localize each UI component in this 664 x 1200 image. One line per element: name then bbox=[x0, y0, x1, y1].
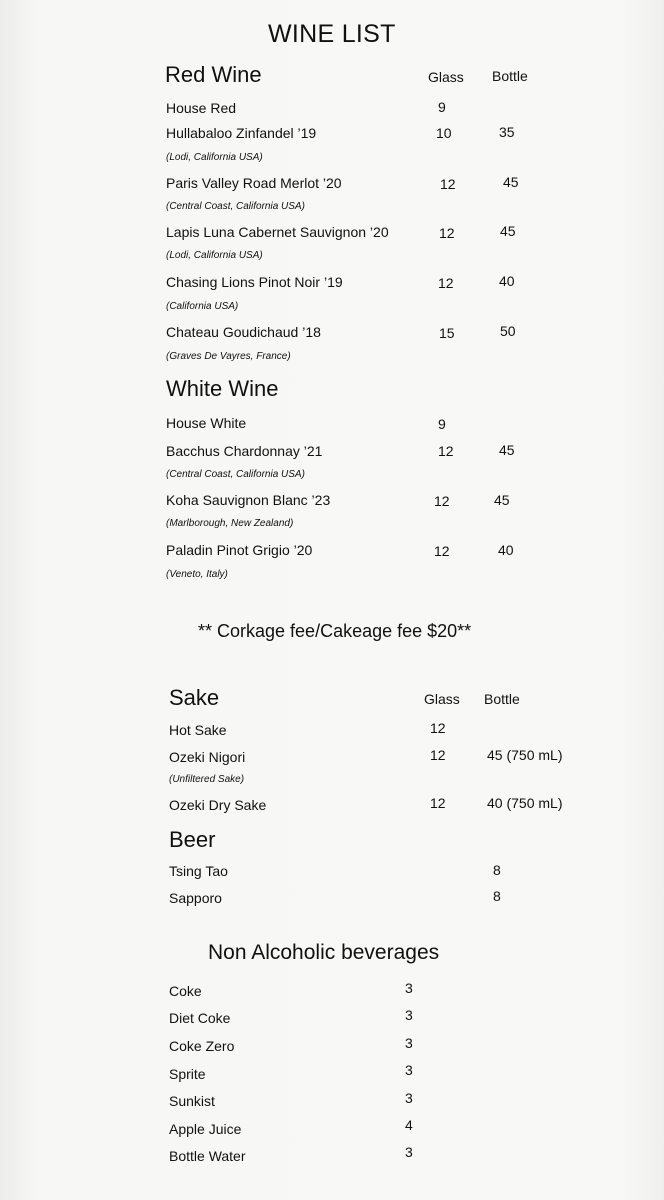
white-wine-heading: White Wine bbox=[166, 376, 279, 401]
red-wine-item-glass: 10 bbox=[436, 125, 452, 141]
page-title: WINE LIST bbox=[268, 20, 396, 48]
red-wine-bottle-header: Bottle bbox=[492, 68, 528, 84]
sake-item-name: Hot Sake bbox=[169, 722, 227, 738]
white-wine-item-name: Paladin Pinot Grigio ’20 bbox=[166, 542, 313, 558]
beverage-price: 4 bbox=[405, 1117, 413, 1133]
red-wine-item-name: House Red bbox=[166, 100, 237, 116]
red-wine-item-name: Hullabaloo Zinfandel ’19 bbox=[166, 125, 317, 141]
sake-heading: Sake bbox=[169, 685, 220, 710]
white-wine-item-glass: 12 bbox=[434, 493, 450, 509]
white-wine-item-name: House White bbox=[166, 415, 247, 431]
red-wine-item-bottle: 35 bbox=[499, 124, 515, 140]
white-wine-item-origin: (Central Coast, California USA) bbox=[166, 469, 305, 480]
white-wine-item-name: Bacchus Chardonnay ’21 bbox=[166, 443, 323, 459]
red-wine-glass-header: Glass bbox=[428, 69, 464, 85]
red-wine-item-name: Chasing Lions Pinot Noir ’19 bbox=[166, 274, 343, 290]
sake-item-bottle: 45 (750 mL) bbox=[487, 747, 563, 763]
sake-item-origin: (Unfiltered Sake) bbox=[169, 774, 245, 785]
red-wine-item-name: Chateau Goudichaud ’18 bbox=[166, 324, 321, 340]
red-wine-item-origin: (California USA) bbox=[166, 301, 239, 312]
white-wine-item-glass: 9 bbox=[438, 416, 446, 432]
red-wine-item-origin: (Lodi, California USA) bbox=[166, 152, 263, 163]
sake-item-glass: 12 bbox=[430, 720, 446, 736]
sake-item-bottle: 40 (750 mL) bbox=[487, 795, 563, 811]
red-wine-item-origin: (Graves De Vayres, France) bbox=[166, 351, 291, 362]
red-wine-item-name: Lapis Luna Cabernet Sauvignon ’20 bbox=[166, 224, 389, 240]
beer-item-price: 8 bbox=[493, 862, 501, 878]
beer-item-price: 8 bbox=[493, 888, 501, 904]
red-wine-item-glass: 12 bbox=[439, 225, 455, 241]
corkage-note: ** Corkage fee/Cakeage fee $20** bbox=[198, 621, 472, 641]
beverage-price: 3 bbox=[405, 1144, 413, 1160]
beverage-name: Diet Coke bbox=[169, 1010, 231, 1026]
white-wine-item-glass: 12 bbox=[434, 543, 450, 559]
sake-glass-header: Glass bbox=[424, 691, 460, 707]
red-wine-item-bottle: 45 bbox=[503, 174, 519, 190]
red-wine-item-bottle: 50 bbox=[500, 323, 516, 339]
white-wine-item-glass: 12 bbox=[438, 443, 454, 459]
red-wine-item-glass: 9 bbox=[438, 99, 446, 115]
beverage-price: 3 bbox=[405, 1090, 413, 1106]
red-wine-item-bottle: 45 bbox=[500, 223, 516, 239]
white-wine-item-bottle: 45 bbox=[499, 442, 515, 458]
beverage-price: 3 bbox=[405, 1007, 413, 1023]
sake-item-name: Ozeki Nigori bbox=[169, 749, 246, 765]
sake-item-name: Ozeki Dry Sake bbox=[169, 797, 267, 813]
beverage-name: Bottle Water bbox=[169, 1148, 246, 1164]
beer-item-name: Sapporo bbox=[169, 890, 222, 906]
sake-item-glass: 12 bbox=[430, 795, 446, 811]
white-wine-item-origin: (Veneto, Italy) bbox=[166, 569, 228, 580]
beverage-price: 3 bbox=[405, 1062, 413, 1078]
beverage-name: Coke bbox=[169, 983, 202, 999]
red-wine-item-name: Paris Valley Road Merlot ’20 bbox=[166, 175, 342, 191]
beer-item-name: Tsing Tao bbox=[169, 863, 228, 879]
beverage-name: Coke Zero bbox=[169, 1038, 235, 1054]
beverage-name: Sprite bbox=[169, 1066, 206, 1082]
red-wine-item-bottle: 40 bbox=[499, 273, 515, 289]
white-wine-item-name: Koha Sauvignon Blanc ’23 bbox=[166, 492, 331, 508]
red-wine-item-glass: 15 bbox=[439, 325, 455, 341]
non-alcoholic-heading: Non Alcoholic beverages bbox=[208, 941, 440, 964]
white-wine-item-origin: (Marlborough, New Zealand) bbox=[166, 518, 294, 529]
red-wine-item-glass: 12 bbox=[438, 275, 454, 291]
beverage-name: Sunkist bbox=[169, 1093, 215, 1109]
beer-heading: Beer bbox=[169, 827, 216, 852]
red-wine-item-glass: 12 bbox=[440, 176, 456, 192]
red-wine-item-origin: (Lodi, California USA) bbox=[166, 250, 263, 261]
red-wine-heading: Red Wine bbox=[165, 62, 262, 87]
white-wine-item-bottle: 45 bbox=[494, 492, 510, 508]
beverage-price: 3 bbox=[405, 1035, 413, 1051]
red-wine-item-origin: (Central Coast, California USA) bbox=[166, 201, 305, 212]
beverage-price: 3 bbox=[405, 980, 413, 996]
sake-bottle-header: Bottle bbox=[484, 691, 520, 707]
beverage-name: Apple Juice bbox=[169, 1121, 242, 1137]
sake-item-glass: 12 bbox=[430, 747, 446, 763]
white-wine-item-bottle: 40 bbox=[498, 542, 514, 558]
